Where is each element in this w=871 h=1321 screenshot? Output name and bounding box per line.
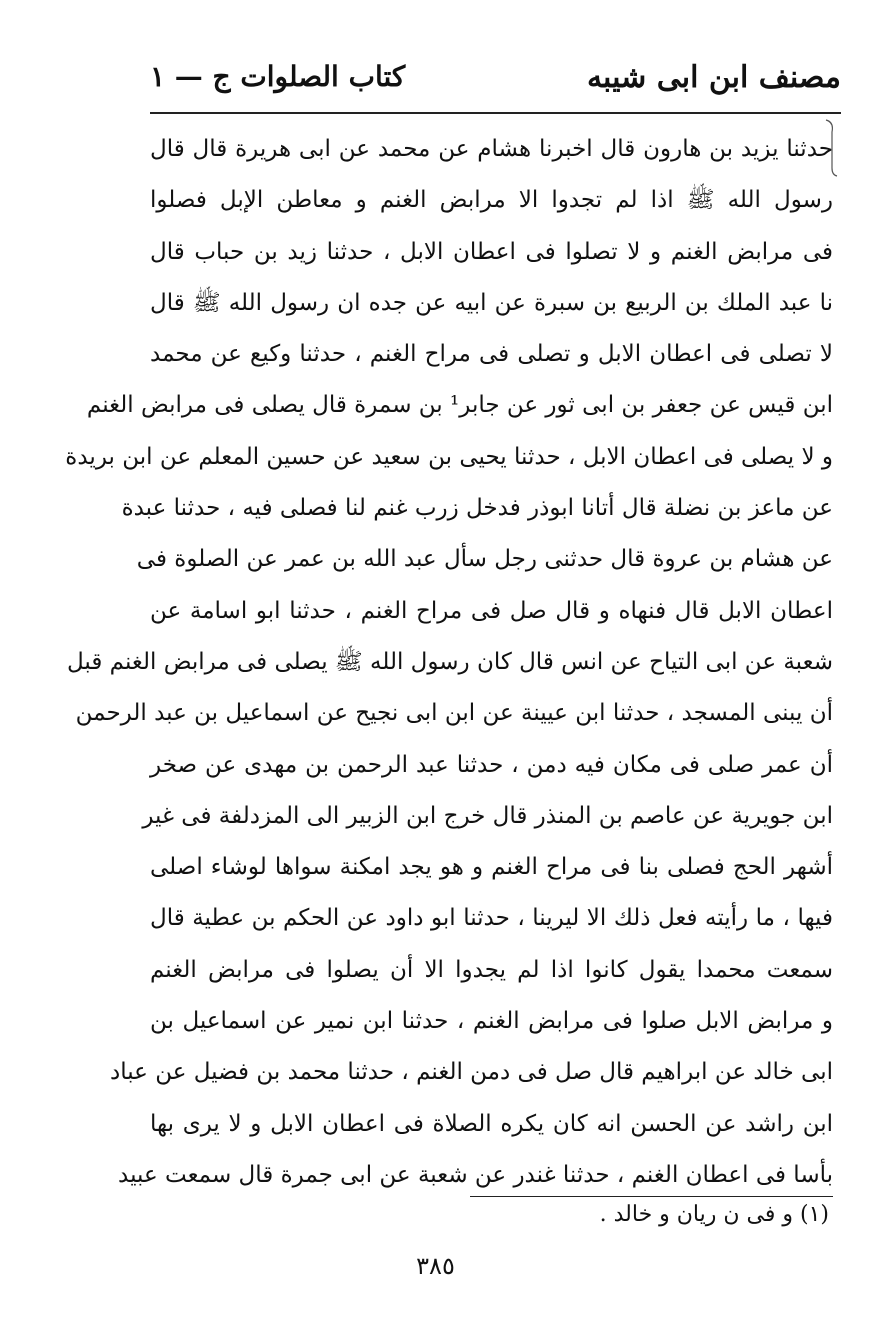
book-title: مصنف ابن ابى شيبه xyxy=(586,60,841,95)
text-line: لا تصلى فى اعطان الابل و تصلى فى مراح الغنم ، حدثنا وكيع عن محمد xyxy=(150,341,833,368)
body-text xyxy=(65,124,834,1201)
text-line: نا عبد الملك بن الربيع بن سبرة عن ابيه عن جده ان رسول الله ﷺ قال xyxy=(150,289,833,316)
text-line: عن هشام بن عروة قال حدثنى رجل سأل عبد الله بن عمر عن الصلوة فى xyxy=(136,546,833,573)
text-line: و لا يصلى فى اعطان الابل ، حدثنا يحيى بن سعيد عن حسين المعلم عن ابن بريدة xyxy=(65,443,833,470)
footnote: (١) و فى ن ريان و خالد . xyxy=(599,1202,829,1227)
page-number: ٣٨٥ xyxy=(416,1252,455,1280)
text-line: فيها ، ما رأيته فعل ذلك الا ليرينا ، حدثنا ابو داود عن الحكم بن عطية قال xyxy=(150,905,833,932)
text-line: اعطان الابل قال فنهاه و قال صل فى مراح الغنم ، حدثنا ابو اسامة عن xyxy=(150,597,833,624)
text-line: ابى خالد عن ابراهيم قال صل فى دمن الغنم ، حدثنا محمد بن فضيل عن عباد xyxy=(109,1059,833,1086)
text-line: أشهر الحج فصلى بنا فى مراح الغنم و هو يجد امكنة سواها لوشاء اصلى xyxy=(150,854,833,881)
footnote-divider xyxy=(470,1196,833,1197)
text-line: عن ماعز بن نضلة قال أتانا ابوذر فدخل زرب غنم لنا فصلى فيه ، حدثنا عبدة xyxy=(121,495,833,522)
text-line: شعبة عن ابى التياح عن انس قال كان رسول الله ﷺ يصلى فى مرابض الغنم قبل xyxy=(66,648,833,675)
text-line: ابن قيس عن جعفر بن ابى ثور عن جابر¹ بن سمرة قال يصلى فى مرابض الغنم xyxy=(86,392,833,419)
text-line: أن يبنى المسجد ، حدثنا ابن عيينة عن ابن ابى نجيح عن اسماعيل بن عبد الرحمن xyxy=(75,700,833,727)
text-line: رسول الله ﷺ اذا لم تجدوا الا مرابض الغنم و معاطن الإبل فصلوا xyxy=(150,187,833,214)
text-line: سمعت محمدا يقول كانوا اذا لم يجدوا الا أن يصلوا فى مرابض الغنم xyxy=(150,956,833,983)
text-line: بأسا فى اعطان الغنم ، حدثنا غندر عن شعبة عن ابى جمرة قال سمعت عبيد xyxy=(118,1161,833,1188)
text-line: و مرابض الابل صلوا فى مرابض الغنم ، حدثنا ابن نمير عن اسماعيل بن xyxy=(150,1008,834,1035)
page-header xyxy=(150,56,841,106)
text-line: حدثنا يزيد بن هارون قال اخبرنا هشام عن محمد عن ابى هريرة قال قال xyxy=(150,136,833,162)
text-line: فى مرابض الغنم و لا تصلوا فى اعطان الابل ، حدثنا زيد بن حباب قال xyxy=(150,238,833,265)
text-line: ابن راشد عن الحسن انه كان يكره الصلاة فى اعطان الابل و لا يرى بها xyxy=(150,1110,833,1137)
section-title: كتاب الصلوات ج — ١ xyxy=(150,60,406,93)
header-divider xyxy=(150,112,841,114)
text-line: ابن جويرية عن عاصم بن المنذر قال خرج ابن الزبير الى المزدلفة فى غير xyxy=(142,802,833,829)
text-line: أن عمر صلى فى مكان فيه دمن ، حدثنا عبد الرحمن بن مهدى عن صخر xyxy=(150,751,833,778)
